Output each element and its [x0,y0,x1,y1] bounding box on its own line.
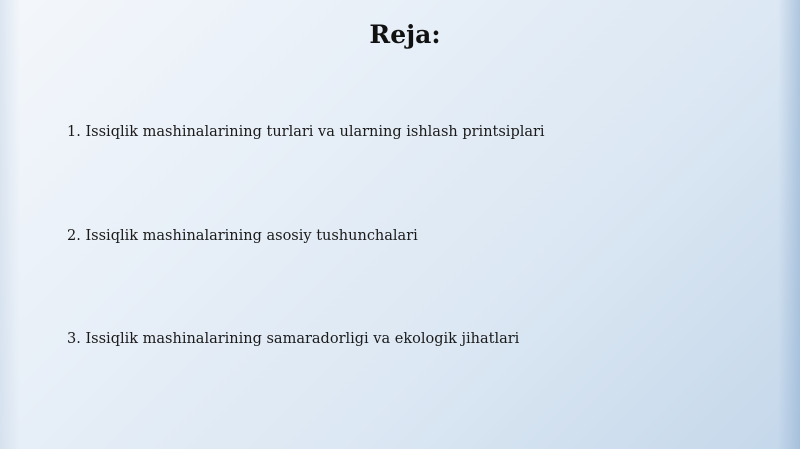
slide-left-edge [0,0,20,449]
plan-item-1: 1. Issiqlik mashinalarining turlari va ularning ishlash printsiplari [67,124,545,140]
slide-right-edge [778,0,800,449]
plan-item-2: 2. Issiqlik mashinalarining asosiy tushunchalari [67,228,418,244]
plan-item-3: 3. Issiqlik mashinalarining samaradorligi va ekologik jihatlari [67,331,520,347]
slide-title: Reja: [369,20,441,49]
